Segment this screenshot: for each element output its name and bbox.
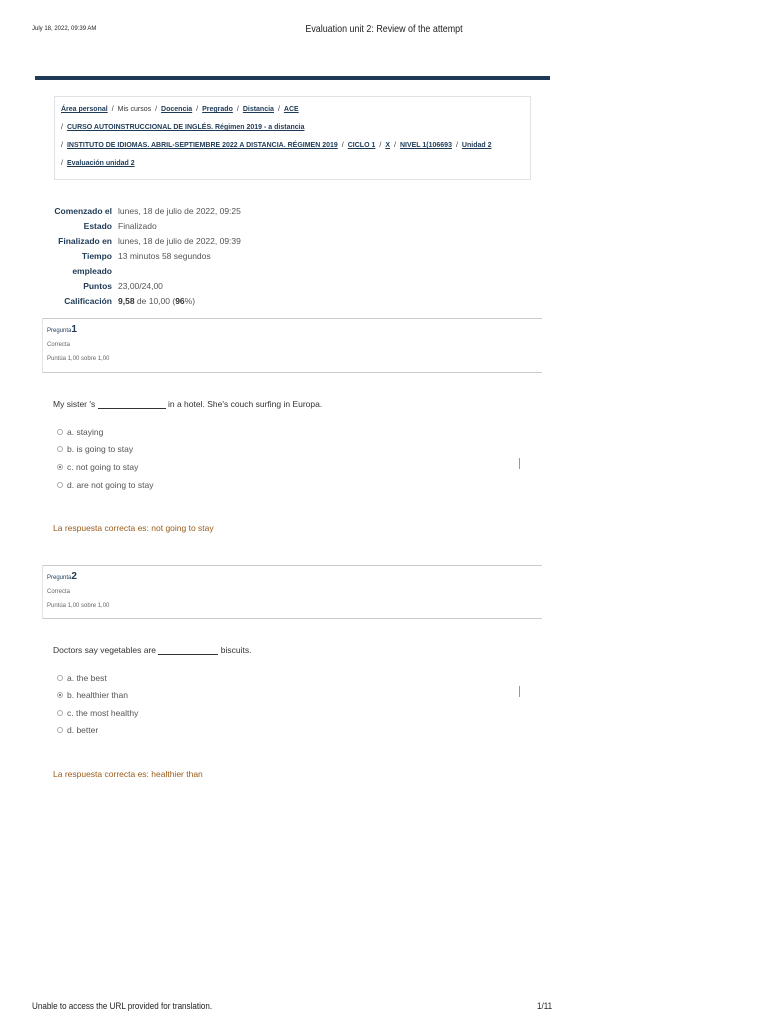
breadcrumb-separator: /	[61, 142, 63, 149]
breadcrumb-separator: /	[455, 142, 458, 149]
question-text-after: biscuits.	[220, 645, 252, 655]
option-label: d. are not going to stay	[67, 480, 154, 490]
breadcrumb-nivel-link[interactable]: NIVEL 1(106693	[399, 142, 452, 149]
breadcrumb-line-1	[61, 103, 524, 121]
question-text-before: My sister 's	[53, 399, 96, 409]
breadcrumb-separator: /	[111, 106, 114, 113]
summary-row-finished	[40, 234, 241, 249]
breadcrumb-separator: /	[196, 106, 199, 113]
breadcrumb-separator: /	[394, 142, 396, 149]
grade-mid: de 10,00 (	[134, 296, 176, 306]
option-a[interactable]	[57, 673, 107, 683]
radio-button[interactable]	[57, 446, 63, 452]
breadcrumb-ciclo-link[interactable]: CICLO 1	[347, 142, 376, 149]
question-text	[53, 399, 322, 409]
option-a[interactable]	[57, 427, 103, 437]
radio-button[interactable]	[57, 482, 63, 488]
print-date: July 18, 2022, 09:39 AM	[32, 26, 97, 32]
radio-button-checked[interactable]	[57, 692, 63, 698]
question-number-value: 1	[71, 324, 77, 335]
grade-percent: 96	[175, 296, 185, 306]
option-label: a. the best	[67, 673, 107, 683]
summary-value: 13 minutos 58 segundos	[118, 251, 211, 261]
breadcrumb-separator: /	[379, 142, 382, 149]
summary-row-time-cont	[40, 264, 241, 279]
summary-value: lunes, 18 de julio de 2022, 09:39	[118, 236, 241, 246]
summary-value: lunes, 18 de julio de 2022, 09:25	[118, 206, 241, 216]
summary-label: Tiempo	[81, 251, 112, 261]
top-navbar-bar	[35, 76, 550, 80]
question-text-before: Doctors say vegetables are	[53, 645, 156, 655]
question-status: Correcta	[47, 589, 71, 595]
grade-end: %)	[184, 296, 196, 306]
breadcrumb-ace-link[interactable]: ACE	[283, 106, 299, 113]
breadcrumb-line-3	[61, 139, 524, 157]
breadcrumb-docencia-link[interactable]: Docencia	[161, 106, 193, 113]
question-status: Correcta	[47, 342, 71, 348]
option-label: d. better	[67, 725, 99, 735]
grade-score: 9,58	[118, 296, 135, 306]
question-score: Puntúa 1,00 sobre 1,00	[47, 603, 110, 609]
breadcrumb-separator: /	[155, 106, 158, 113]
breadcrumb-separator: /	[236, 106, 239, 113]
summary-value: Finalizado	[118, 221, 157, 231]
correct-answer-feedback: La respuesta correcta es: healthier than	[53, 769, 203, 779]
question-number	[47, 323, 538, 338]
attempt-summary	[40, 204, 241, 309]
option-d[interactable]	[57, 725, 98, 735]
summary-label: Comenzado el	[54, 206, 112, 216]
option-c[interactable]	[57, 462, 138, 472]
breadcrumb-instituto-link[interactable]: INSTITUTO DE IDIOMAS. ABRIL-SEPTIEMBRE 2022 A DISTANCIA. RÉGIMEN 2019	[66, 142, 338, 149]
summary-row-time	[40, 249, 241, 264]
breadcrumb-evaluacion-link[interactable]: Evaluación unidad 2	[66, 160, 135, 167]
question-number	[47, 570, 538, 585]
radio-button[interactable]	[57, 675, 63, 681]
summary-value	[118, 294, 195, 309]
answer-blank	[158, 654, 218, 655]
option-b[interactable]	[57, 444, 133, 454]
scroll-tick	[519, 686, 520, 697]
breadcrumb-distancia-link[interactable]: Distancia	[242, 106, 274, 113]
option-b[interactable]	[57, 690, 128, 700]
question-score: Puntúa 1,00 sobre 1,00	[47, 356, 110, 362]
breadcrumb-curso-link[interactable]: CURSO AUTOINSTRUCCIONAL DE INGLÉS. Régimen 2019 - a distancia	[66, 124, 305, 131]
page-title: Evaluation unit 2: Review of the attempt	[305, 23, 463, 35]
breadcrumb-line-4	[61, 157, 524, 175]
answer-blank	[98, 408, 166, 409]
breadcrumb-mis-cursos: Mis cursos	[117, 106, 152, 113]
summary-row-state	[40, 219, 241, 234]
summary-label: Estado	[83, 221, 112, 231]
option-c[interactable]	[57, 708, 138, 718]
breadcrumb-unidad-link[interactable]: Unidad 2	[461, 142, 492, 149]
question-text-after: in a hotel. She's couch surfing in Europa.	[167, 399, 323, 409]
question-label: Pregunta	[47, 328, 72, 334]
breadcrumb-pregrado-link[interactable]: Pregrado	[202, 106, 233, 113]
summary-row-started	[40, 204, 241, 219]
question-text	[53, 645, 251, 655]
breadcrumb-area-personal-link[interactable]: Área personal	[61, 106, 108, 113]
page-number: 1/11	[537, 1001, 553, 1012]
correct-answer-feedback: La respuesta correcta es: not going to stay	[53, 523, 214, 533]
summary-row-grade	[40, 294, 241, 309]
scroll-tick	[519, 458, 520, 469]
option-label: c. not going to stay	[67, 462, 139, 472]
option-label: c. the most healthy	[67, 708, 139, 718]
radio-button[interactable]	[57, 429, 63, 435]
summary-label: Puntos	[83, 281, 112, 291]
option-d[interactable]	[57, 480, 153, 490]
footer-note: Unable to access the URL provided for translation.	[32, 1001, 213, 1012]
breadcrumb-separator: /	[277, 106, 280, 113]
option-label: b. is going to stay	[67, 444, 134, 454]
breadcrumb-separator: /	[61, 160, 63, 167]
summary-row-points	[40, 279, 241, 294]
breadcrumb-x-link[interactable]: X	[385, 142, 390, 149]
breadcrumb-line-2	[61, 121, 524, 139]
radio-button[interactable]	[57, 727, 63, 733]
breadcrumb-separator: /	[61, 124, 63, 131]
radio-button-checked[interactable]	[57, 464, 63, 470]
question-info-card	[42, 318, 542, 373]
question-label: Pregunta	[47, 575, 72, 581]
option-label: a. staying	[67, 427, 104, 437]
summary-label: empleado	[72, 266, 112, 276]
summary-label: Calificación	[64, 296, 112, 306]
option-label: b. healthier than	[67, 690, 128, 700]
summary-value: 23,00/24,00	[118, 281, 163, 291]
breadcrumb-separator: /	[341, 142, 344, 149]
question-info-card	[42, 565, 542, 619]
summary-label: Finalizado en	[58, 236, 112, 246]
breadcrumb	[54, 96, 531, 180]
radio-button[interactable]	[57, 710, 63, 716]
question-number-value: 2	[71, 571, 77, 582]
